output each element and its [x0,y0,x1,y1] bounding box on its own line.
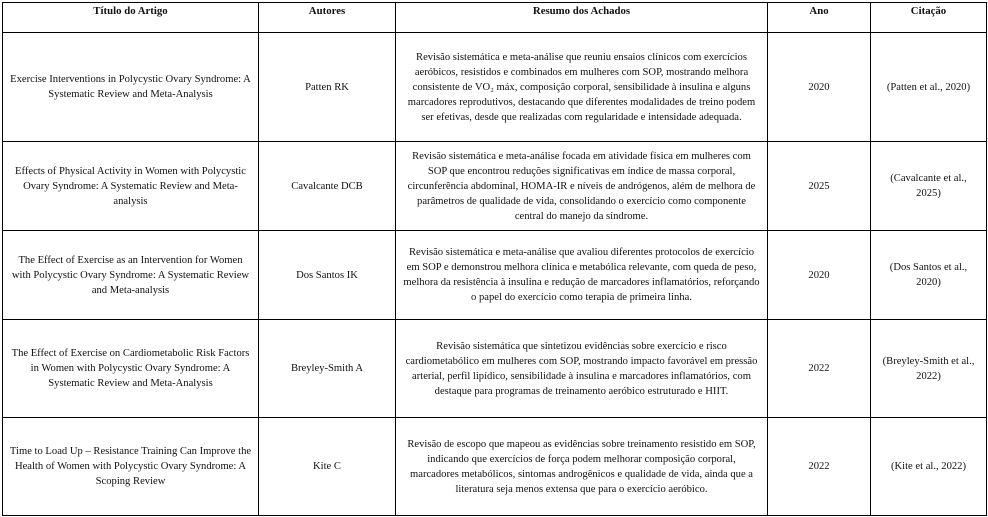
article-summary: Revisão de escopo que mapeou as evidências sobre treinamento resistido em SOP, indicando que exercícios de força podem melhorar composição corporal, marcadores metabólicos, sintomas androgênicos e qualidade de vida, ainda que a literatura seja menos extensa que para o exercício aeróbico. [396,418,768,516]
article-citation: (Dos Santos et al., 2020) [871,231,987,320]
article-authors: Dos Santos IK [259,231,396,320]
header-row [3,3,987,33]
table-row [3,33,987,142]
header-year: Ano [768,3,871,33]
article-title: Exercise Interventions in Polycystic Ovary Syndrome: A Systematic Review and Meta-Analysis [3,33,259,142]
table-row [3,320,987,418]
article-citation: (Breyley-Smith et al., 2022) [871,320,987,418]
article-authors: Patten RK [259,33,396,142]
article-authors: Breyley-Smith A [259,320,396,418]
article-title: Time to Load Up – Resistance Training Can Improve the Health of Women with Polycystic Ovary Syndrome: A Scoping Review [3,418,259,516]
article-year: 2022 [768,418,871,516]
article-year: 2022 [768,320,871,418]
table-row [3,418,987,516]
header-authors: Autores [259,3,396,33]
header-citation: Citação [871,3,987,33]
article-year: 2020 [768,33,871,142]
article-year: 2025 [768,142,871,231]
literature-review-table [2,2,987,516]
article-authors: Kite C [259,418,396,516]
table-row [3,142,987,231]
article-year: 2020 [768,231,871,320]
article-citation: (Cavalcante et al., 2025) [871,142,987,231]
article-citation: (Kite et al., 2022) [871,418,987,516]
article-summary: Revisão sistemática e meta-análise focada em atividade física em mulheres com SOP que encontrou reduções significativas em índice de massa corporal, circunferência abdominal, HOMA-IR e níveis de andrógenos, além de melhora de parâmetros de qualidade de vida, consolidando o exercício como componente central do manejo da síndrome. [396,142,768,231]
table-row [3,231,987,320]
article-title: The Effect of Exercise as an Intervention for Women with Polycystic Ovary Syndrome: A Systematic Review and Meta-analysis [3,231,259,320]
article-summary: Revisão sistemática e meta-análise que reuniu ensaios clínicos com exercícios aeróbicos, resistidos e combinados em mulheres com SOP, mostrando melhora consistente de VO₂ máx, composição corporal, sensibilidade à insulina e alguns marcadores reprodutivos, destacando que diferentes modalidades de treino podem ser efetivas, desde que realizadas com regularidade e intensidade adequada. [396,33,768,142]
article-authors: Cavalcante DCB [259,142,396,231]
header-title: Título do Artigo [3,3,259,33]
article-title: The Effect of Exercise on Cardiometabolic Risk Factors in Women with Polycystic Ovary Syndrome: A Systematic Review and Meta-Analysis [3,320,259,418]
article-summary: Revisão sistemática que sintetizou evidências sobre exercício e risco cardiometabólico em mulheres com SOP, mostrando impacto favorável em pressão arterial, perfil lipídico, sensibilidade à insulina e marcadores inflamatórios, com destaque para programas de treinamento aeróbico estruturado e HIIT. [396,320,768,418]
article-summary: Revisão sistemática e meta-análise que avaliou diferentes protocolos de exercício em SOP e demonstrou melhora clínica e metabólica relevante, com queda de peso, melhora da resistência à insulina e redução de marcadores inflamatórios, reforçando o papel do exercício como terapia de primeira linha. [396,231,768,320]
article-title: Effects of Physical Activity in Women with Polycystic Ovary Syndrome: A Systematic Review and Meta-analysis [3,142,259,231]
article-citation: (Patten et al., 2020) [871,33,987,142]
header-summary: Resumo dos Achados [396,3,768,33]
